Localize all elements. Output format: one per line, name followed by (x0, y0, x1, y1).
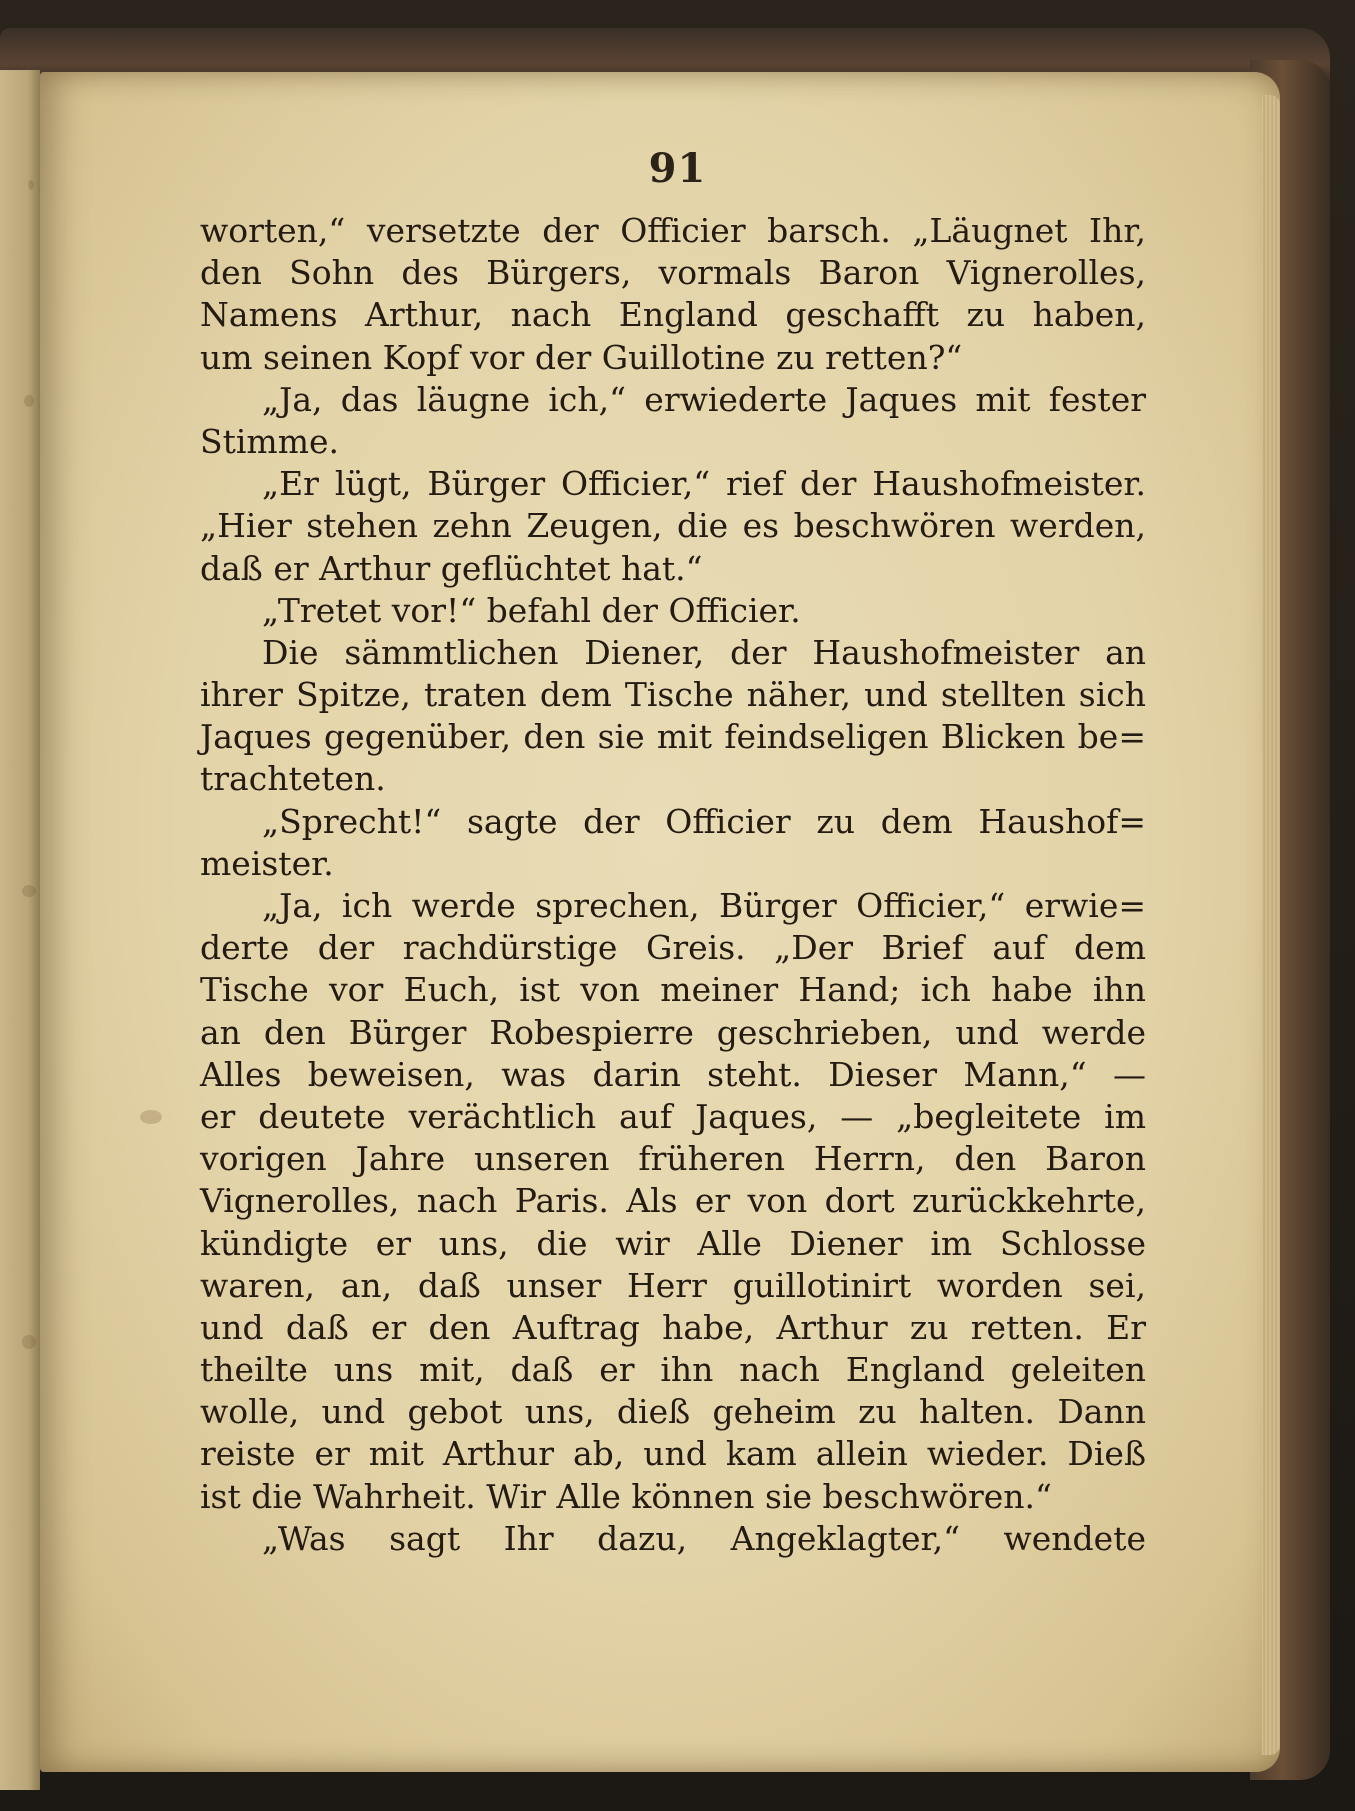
text-line: reiste er mit Arthur ab, und kam allein wieder. Dieß (200, 1434, 1146, 1474)
body-text (200, 210, 1146, 1560)
text-line: vorigen Jahre unseren früheren Herrn, den Baron (200, 1139, 1146, 1179)
paper-stain (140, 1110, 162, 1124)
text-line: ist die Wahrheit. Wir Alle können sie beschwören.“ (200, 1476, 1052, 1516)
left-page-edge (0, 70, 40, 1790)
paper-stain (24, 395, 34, 407)
paper-stain (22, 1335, 36, 1349)
text-line: „Er lügt, Bürger Officier,“ rief der Haushofmeister. (262, 464, 1146, 504)
text-line: ihrer Spitze, traten dem Tische näher, und stellten sich (200, 675, 1146, 715)
text-line: Jaques gegenüber, den sie mit feindseligen Blicken be= (200, 717, 1146, 757)
text-line: Alles beweisen, was darin steht. Dieser Mann,“ — (200, 1054, 1146, 1094)
text-line: an den Bürger Robespierre geschrieben, und werde (200, 1012, 1146, 1052)
text-line: „Was sagt Ihr dazu, Angeklagter,“ wendete (262, 1518, 1146, 1558)
text-line: Namens Arthur, nach England geschafft zu haben, (200, 295, 1146, 335)
text-line: um seinen Kopf vor der Guillotine zu retten?“ (200, 337, 963, 377)
text-line: trachteten. (200, 759, 386, 799)
text-line: „Ja, das läugne ich,“ erwiederte Jaques mit fester (262, 379, 1146, 419)
text-line: „Sprecht!“ sagte der Officier zu dem Haushof= (262, 801, 1146, 841)
text-line: waren, an, daß unser Herr guillotinirt worden sei, (200, 1265, 1146, 1305)
text-line: und daß er den Auftrag habe, Arthur zu retten. Er (200, 1307, 1146, 1347)
paper-stain (22, 885, 36, 897)
text-line: meister. (200, 843, 334, 883)
page-number: 91 (648, 145, 707, 192)
text-line: kündigte er uns, die wir Alle Diener im Schlosse (200, 1223, 1146, 1263)
text-line: „Hier stehen zehn Zeugen, die es beschwören werden, (200, 506, 1146, 546)
text-line: Die sämmtlichen Diener, der Haushofmeister an (262, 632, 1146, 672)
text-line: „Tretet vor!“ befahl der Officier. (262, 590, 801, 630)
text-line: Vignerolles, nach Paris. Als er von dort zurückkehrte, (200, 1181, 1146, 1221)
text-line: worten,“ versetzte der Officier barsch. „Läugnet Ihr, (200, 211, 1146, 250)
text-line: er deutete verächtlich auf Jaques, — „begleitete im (200, 1096, 1146, 1136)
text-line: wolle, und gebot uns, dieß geheim zu halten. Dann (200, 1392, 1146, 1432)
text-line: derte der rachdürstige Greis. „Der Brief auf dem (200, 928, 1146, 968)
text-line: den Sohn des Bürgers, vormals Baron Vignerolles, (200, 253, 1146, 293)
text-line: theilte uns mit, daß er ihn nach England geleiten (200, 1350, 1146, 1390)
text-line: Stimme. (200, 421, 340, 461)
text-line: daß er Arthur geflüchtet hat.“ (200, 548, 703, 588)
text-line: Tische vor Euch, ist von meiner Hand; ich habe ihn (200, 970, 1146, 1010)
page-stack-edge (1262, 95, 1280, 1755)
text-line: „Ja, ich werde sprechen, Bürger Officier,“ erwie= (262, 886, 1146, 925)
